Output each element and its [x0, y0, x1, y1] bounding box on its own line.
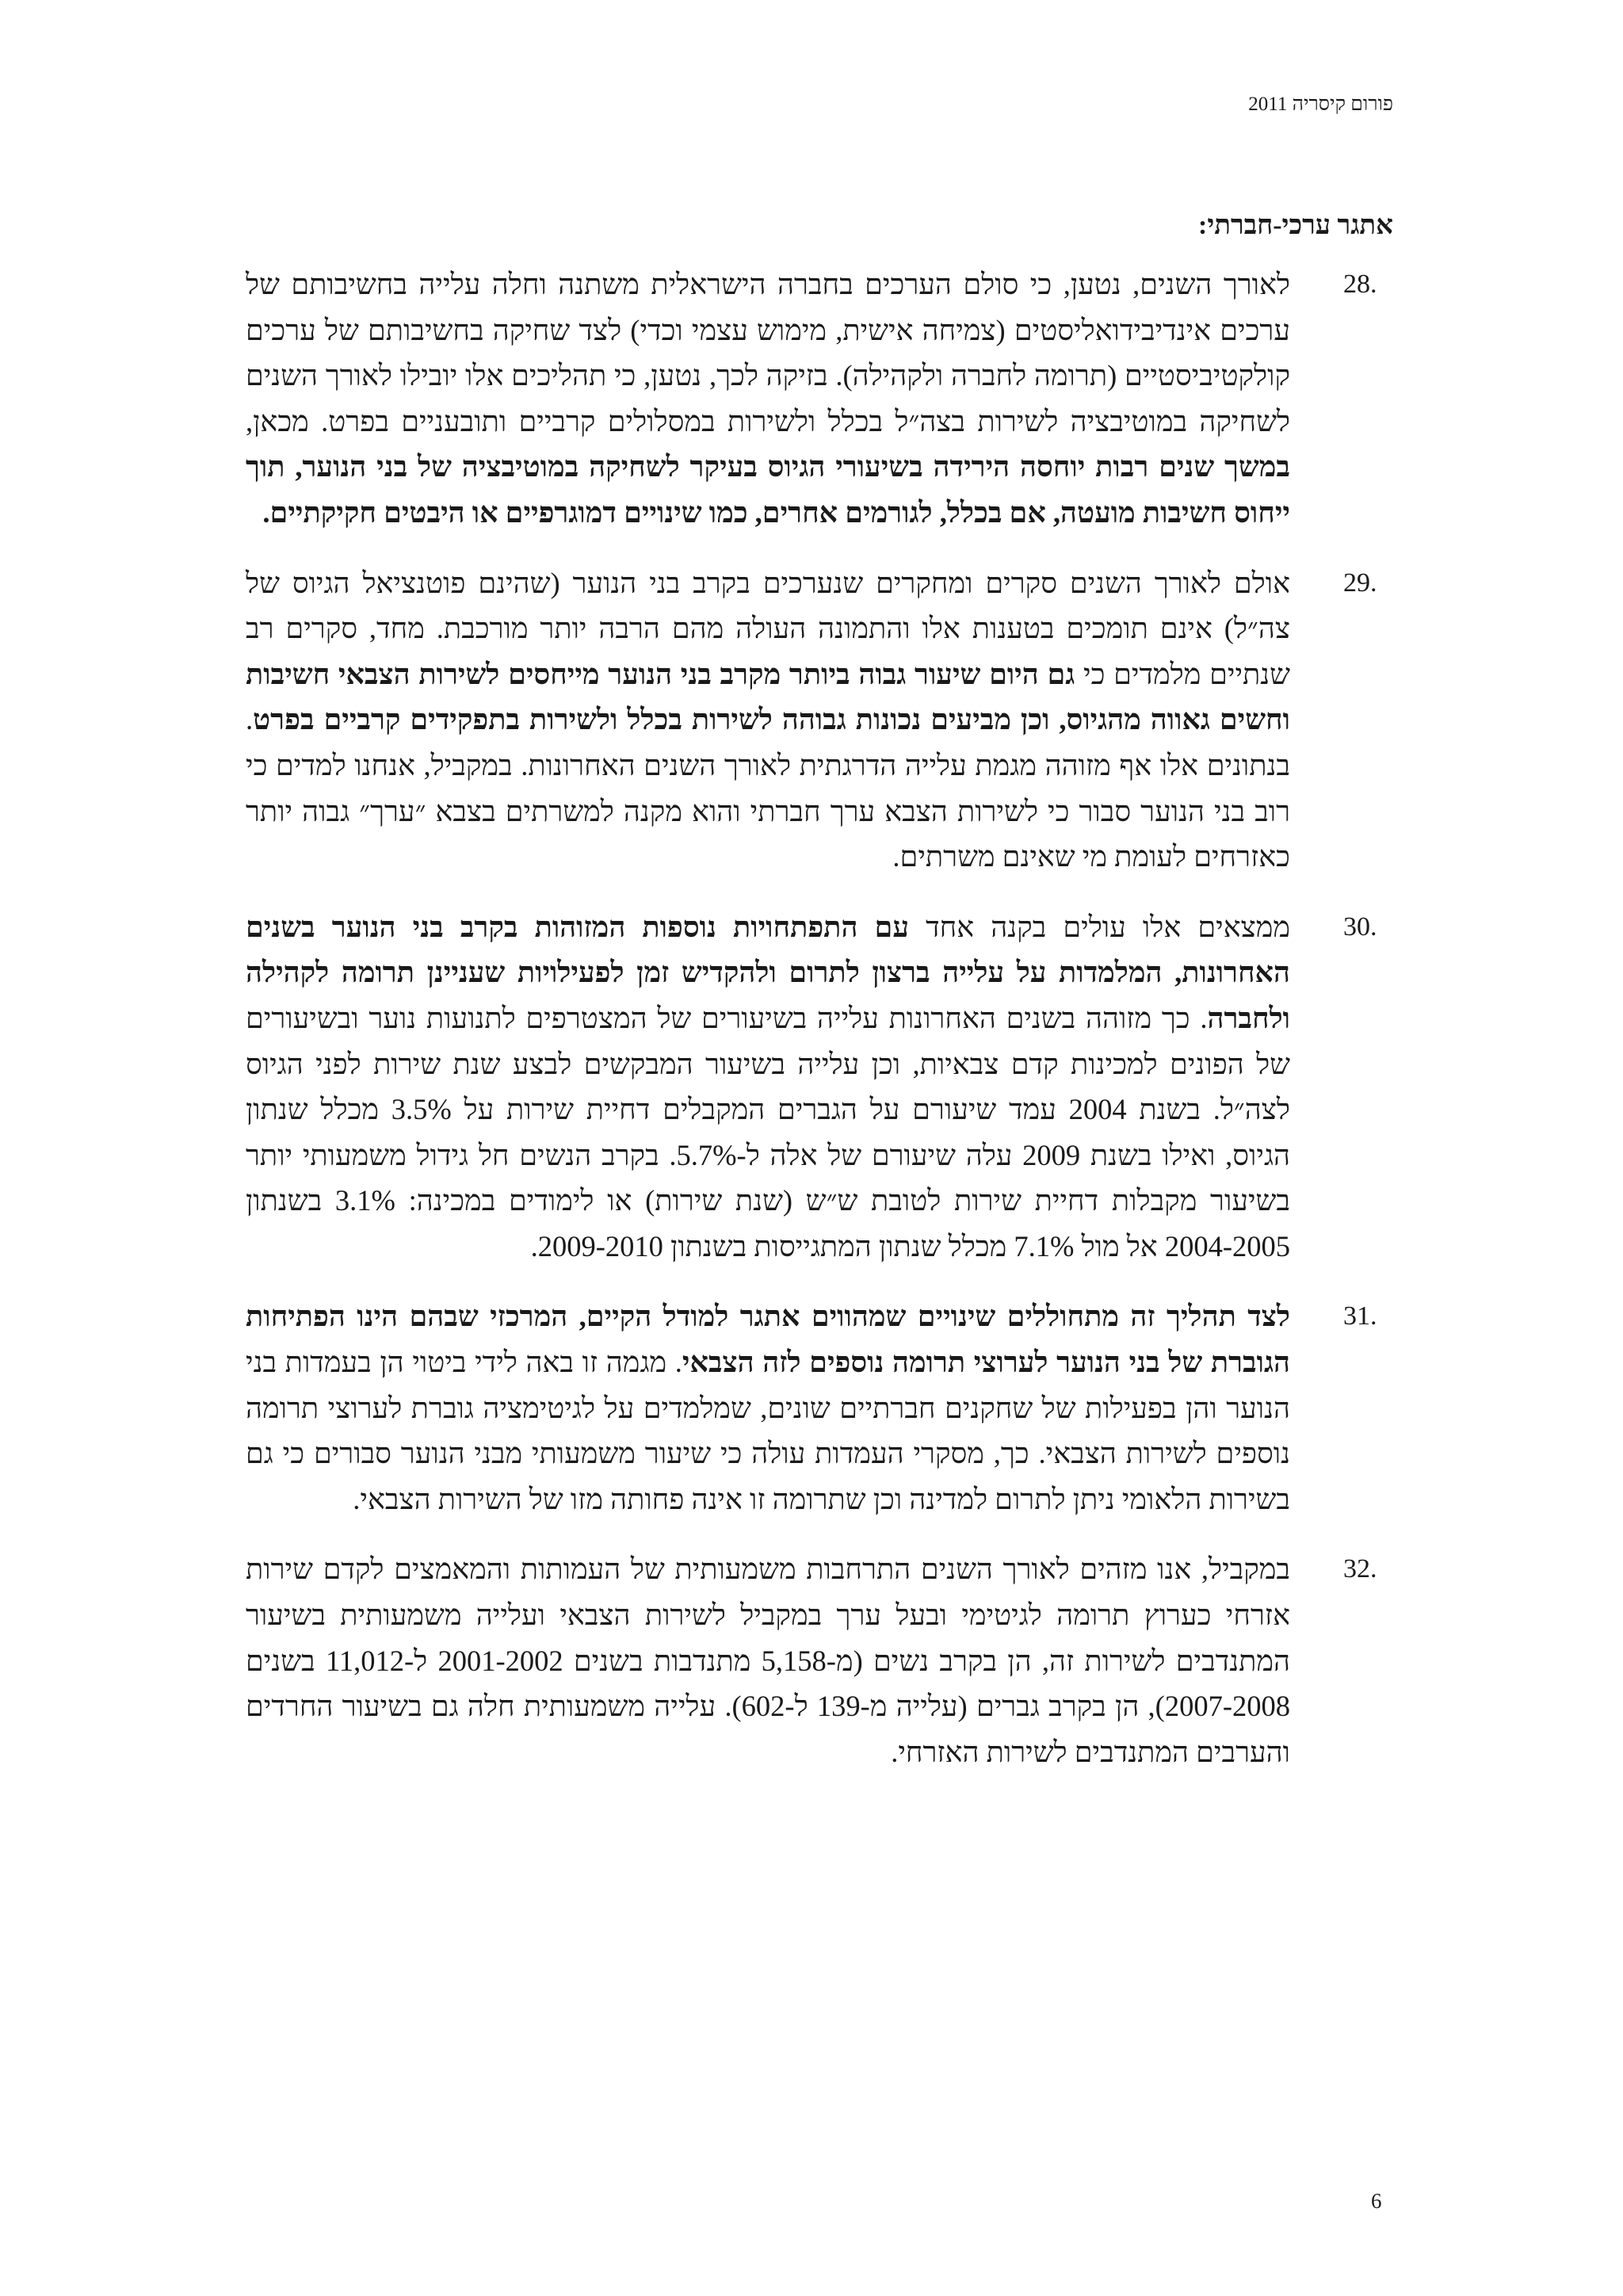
paragraph-bold-text: לצד תהליך זה מתחוללים שינויים שמהווים אתגר למודל הקיים, המרכזי שבהם הינו הפתיחות הגוברת של בני הנוער לערוצי תרומה נוספים לזה הצבאי	[246, 1300, 1290, 1379]
running-header: פורום קיסריה 2011	[1248, 94, 1393, 115]
paragraph-number: 31.	[1343, 1301, 1377, 1331]
paragraph-number: 30.	[1343, 911, 1377, 942]
paragraph-bold-text: עם התפתחויות נוספות המזוהות בקרב בני הנוער בשנים האחרונות, המלמדות על עלייה ברצון לתרום ולהקדיש זמן לפעילויות שעניינן תרומה לקהילה ולחברה	[246, 910, 1290, 1034]
paragraph-number: 29.	[1343, 567, 1377, 598]
paragraph-text: . בנתונים אלו אף מזוהה מגמת עלייה הדרגתית לאורך השנים האחרונות. במקביל, אנחנו למדים כי רוב בני הנוער סבור כי לשירות הצבא ערך חברתי והוא מקנה למשרתים בצבא ״ערך״ גבוה יותר כאזרחים לעומת מי שאינם משרתים.	[246, 703, 1290, 873]
paragraph-bold-text: במשך שנים רבות יוחסה הירידה בשיעורי הגיוס בעיקר לשחיקה במוטיבציה של בני הנוער, תוך ייחוס חשיבות מועטה, אם בכלל, לגורמים אחרים, כמו שינויים דמוגרפיים או היבטים חקיקתיים.	[246, 450, 1290, 529]
paragraph-text: . כך מזוהה בשנים האחרונות עלייה בשיעורים של המצטרפים לתנועות נוער ובשיעורים של הפונים למכינות קדם צבאיות, וכן עלייה בשיעור המבקשים לבצע שנת שירות לפני הגיוס לצה״ל. בשנת 2004 עמד שיעורם על הגברים המקבלים דחיית שירות על 3.5% מכלל שנתון הגיוס, ואילו בשנת 2009 עלה שיעורם של אלה ל-5.7%. בקרב הנשים חל גידול משמעותי יותר בשיעור מקבלות דחיית שירות לטובת ש״ש (שנת שירות) או לימודים במכינה: 3.1% בשנתון 2004-2005 אל מול 7.1% מכלל שנתון המתגייסות בשנתון 2009-2010.	[246, 1001, 1290, 1263]
paragraph-number: 28.	[1343, 269, 1377, 299]
paragraph-32	[246, 1546, 1377, 1775]
paragraph-bold-text: גם היום שיעור גבוה ביותר מקרב בני הנוער מייחסים לשירות הצבאי חשיבות וחשים גאווה מהגיוס, וכן מביעים נכונות גבוהה לשירות בכלל ולשירות בתפקידים קרביים בפרט	[246, 657, 1290, 736]
paragraph-30	[246, 904, 1377, 1270]
paragraph-text: במקביל, אנו מזהים לאורך השנים התרחבות משמעותית של העמותות והמאמצים לקדם שירות אזרחי כערוץ תרומה לגיטימי ובעל ערך במקביל לשירות הצבאי ועלייה משמעותית בשיעור המתנדבים לשירות זה, הן בקרב נשים (מ-5,158 מתנדבות בשנים 2001-2002 ל-11,012 בשנים 2007-2008), הן בקרב גברים (עלייה מ-139 ל-602). עלייה משמעותית חלה גם בשיעור החרדים והערבים המתנדבים לשירות האזרחי.	[246, 1553, 1290, 1768]
paragraph-text: ממצאים אלו עולים בקנה אחד	[909, 910, 1290, 943]
paragraph-text: . מגמה זו באה לידי ביטוי הן בעמדות בני הנוער והן בפעילות של שחקנים חברתיים שונים, שמלמדים על לגיטימציה גוברת לערוצי תרומה נוספים לשירות הצבאי. כך, מסקרי העמדות עולה כי שיעור משמעותי מבני הנוער סבורים כי גם בשירות הלאומי ניתן לתרום למדינה וכן שתרומה זו אינה פחותה מזו של השירות הצבאי.	[246, 1346, 1290, 1515]
page-number: 6	[1371, 2189, 1382, 2213]
document-body	[246, 262, 1377, 1799]
paragraph-31	[246, 1293, 1377, 1522]
paragraph-29	[246, 560, 1377, 880]
paragraph-28	[246, 262, 1377, 536]
paragraph-text: לאורך השנים, נטען, כי סולם הערכים בחברה הישראלית משתנה וחלה עלייה בחשיבותם של ערכים אינדיבידואליסטים (צמיחה אישית, מימוש עצמי וכדי) לצד שחיקה בחשיבותם של ערכים קולקטיביסטיים (תרומה לחברה ולקהילה). בזיקה לכך, נטען, כי תהליכים אלו יובילו לאורך השנים לשחיקה במוטיבציה לשירות בצה״ל בכלל ולשירות במסלולים קרביים ותובעניים בפרט. מכאן,	[246, 268, 1290, 437]
paragraph-number: 32.	[1343, 1554, 1377, 1584]
section-heading: אתגר ערכי-חברתי:	[1198, 211, 1393, 240]
paragraph-text: אולם לאורך השנים סקרים ומחקרים שנערכים בקרב בני הנוער (שהינם פוטנציאל הגיוס של צה״ל) אינם תומכים בטענות אלו והתמונה העולה מהם הרבה יותר מורכבת. מחד, סקרים רב שנתיים מלמדים כי	[246, 566, 1290, 690]
